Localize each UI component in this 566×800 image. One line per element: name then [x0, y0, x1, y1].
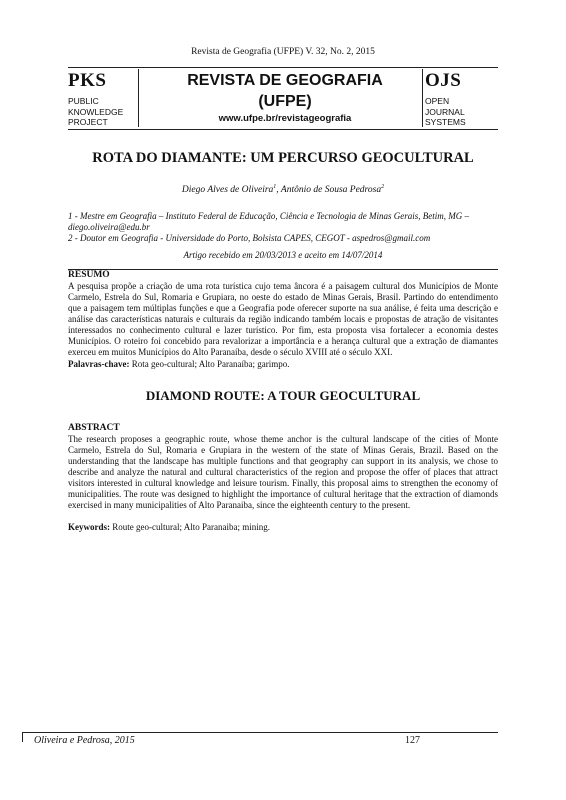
- resumo-heading: RESUMO: [68, 270, 110, 280]
- abstract-heading: ABSTRACT: [68, 423, 120, 433]
- affiliation-1: [68, 211, 498, 233]
- pks-line-1: PUBLIC: [68, 96, 99, 106]
- author-1-sup: 1: [273, 184, 277, 190]
- keywords-text: Route geo-cultural; Alto Paranaiba; mining.: [110, 522, 270, 532]
- resumo-text: A pesquisa propõe a criação de uma rota turística cujo tema âncora é a paisagem cultural dos Municípios de Monte Carmelo, Estrela do Sul, Romaria e Grupiara, no oeste do estado de Minas Gerais, Brasil. Partindo do entendimento que a paisagem tem múltiplas funções e que a Geografia pode oferecer suporte na sua análise, é feita uma descrição e análise das características naturais e culturais da região indicando também locais e propostas de atração de visitantes interessados no conhecimento cultural e lazer turístico. Por fim, esta proposta visa fortalecer a economia destes Municípios. O roteiro foi concebido para revalorizar a importância e a herança cultural que a extração de diamantes exerceu em muitos Municípios do Alto Paranaíba, desde o século XVIII até o século XXI.: [68, 281, 498, 357]
- pks-line-3: PROJECT: [68, 117, 108, 127]
- affiliation-1-line-1: 1 - Mestre em Geografia – Instituto Federal de Educação, Ciência e Tecnologia de Minas Gerais, Betim, MG –: [68, 211, 470, 221]
- affiliation-2: 2 - Doutor em Geografia - Universidade do Porto, Bolsista CAPES, CEGOT - aspedros@gmail.com: [68, 233, 431, 243]
- author-1: Diego Alves de Oliveira: [181, 185, 274, 196]
- pks-logo: PKS: [68, 70, 107, 91]
- page-number: 127: [405, 735, 420, 746]
- pks-caption: [68, 96, 123, 128]
- footer-tick: [22, 732, 23, 742]
- authors: [0, 184, 566, 195]
- masthead-separator-left: [138, 69, 139, 127]
- ojs-line-2: JOURNAL: [425, 106, 465, 117]
- masthead-bottom-rule: [68, 129, 498, 130]
- received-date: Artigo recebido em 20/03/2013 e aceito em 14/07/2014: [183, 250, 383, 260]
- affiliation-1-email[interactable]: diego.oliveira@edu.br: [68, 222, 150, 232]
- resumo-rule: [68, 269, 498, 270]
- palavras-chave: [68, 359, 498, 370]
- article-title-en: DIAMOND ROUTE: A TOUR GEOCULTURAL: [145, 388, 421, 403]
- ojs-line-3: SYSTEMS: [425, 117, 466, 127]
- footer-authors: Oliveira e Pedrosa, 2015: [34, 735, 135, 746]
- palavras-chave-label: Palavras-chave:: [68, 359, 130, 369]
- ojs-logo: OJS: [425, 70, 462, 91]
- keywords-label: Keywords:: [68, 522, 110, 532]
- journal-title-line1: REVISTA DE GEOGRAFIA: [187, 72, 383, 89]
- journal-title-line2: (UFPE): [258, 93, 312, 110]
- running-header: Revista de Geografia (UFPE) V. 32, No. 2, 2015: [191, 47, 375, 57]
- article-title-pt: ROTA DO DIAMANTE: UM PERCURSO GEOCULTURAL: [92, 150, 474, 166]
- journal-url[interactable]: www.ufpe.br/revistageografia: [218, 113, 352, 124]
- abstract-text: The research proposes a geographic route, whose theme anchor is the cultural landscape of the cities of Monte Carmelo, Estrela do Sul, Romaria e Grupiara in the western of the state of Minas Gerais, Brazil. Based on the understanding that the landscape has multiple functions and that geography can support in its analysis, we chose to describe and analyze the natural and cultural characteristics of the region and propose the offer of places that attract visitors interested in cultural knowledge and leisure tourism. Finally, this proposal aims to strengthen the economy of municipalities. The route was designed to highlight the importance of cultural heritage that the extraction of diamonds exercised in many municipalities of Alto Paranaiba, since the eighteenth century to the present.: [68, 434, 498, 510]
- palavras-chave-text: Rota geo-cultural; Alto Paranaíba; garimpo.: [129, 359, 290, 369]
- ojs-line-1: OPEN: [425, 96, 450, 106]
- author-separator: ,: [276, 185, 281, 196]
- keywords: [68, 522, 498, 533]
- footer-rule: [22, 732, 498, 733]
- author-2-sup: 2: [381, 184, 385, 190]
- ojs-caption: [425, 96, 466, 128]
- author-2: Antônio de Sousa Pedrosa: [280, 185, 382, 196]
- masthead-top-rule: [68, 67, 498, 68]
- pks-line-2: KNOWLEDGE: [68, 106, 124, 117]
